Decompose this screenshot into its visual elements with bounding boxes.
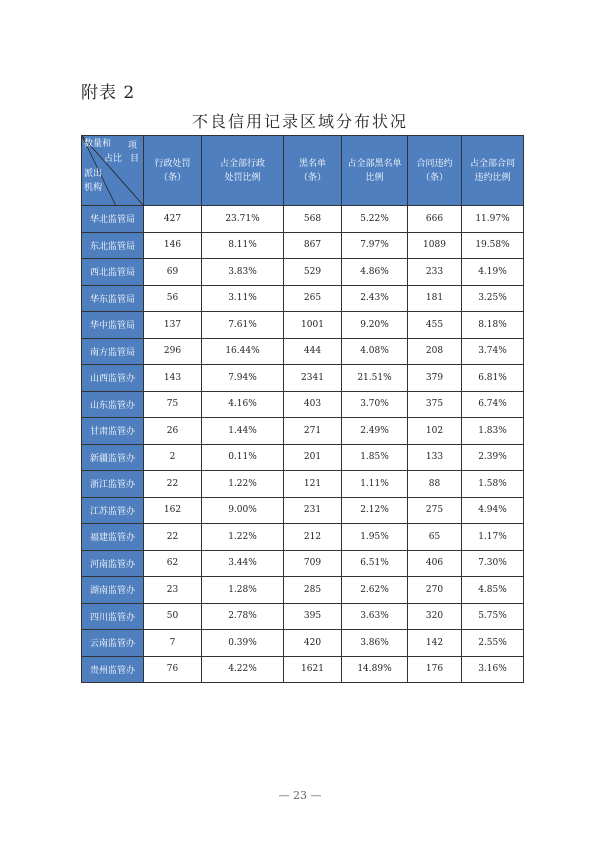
value-cell: 529 (284, 259, 342, 286)
table-row (82, 577, 524, 604)
value-cell: 271 (284, 418, 342, 445)
value-cell: 69 (144, 259, 202, 286)
value-cell: 1.17% (462, 524, 524, 551)
value-cell: 406 (408, 550, 462, 577)
value-cell: 1.58% (462, 471, 524, 498)
value-cell: 296 (144, 338, 202, 365)
table-row (82, 285, 524, 312)
table-row (82, 497, 524, 524)
value-cell: 4.08% (342, 338, 408, 365)
value-cell: 1001 (284, 312, 342, 339)
value-cell: 76 (144, 656, 202, 683)
value-cell: 2341 (284, 365, 342, 392)
value-cell: 3.16% (462, 656, 524, 683)
corner-bottom-label: 派出 (84, 169, 103, 179)
value-cell: 62 (144, 550, 202, 577)
table-row (82, 232, 524, 259)
appendix-label: 附表 2 (81, 83, 136, 103)
value-cell: 208 (408, 338, 462, 365)
institution-cell: 福建监管办 (82, 524, 144, 551)
corner-bottom-label-2: 机构 (84, 183, 103, 193)
institution-cell: 东北监管局 (82, 232, 144, 259)
value-cell: 1.28% (202, 577, 284, 604)
value-cell: 1.22% (202, 524, 284, 551)
value-cell: 285 (284, 577, 342, 604)
value-cell: 26 (144, 418, 202, 445)
table-row (82, 391, 524, 418)
header-contract-breach-ratio: 占全部合同 违约比例 (462, 136, 524, 206)
value-cell: 201 (284, 444, 342, 471)
table-row (82, 365, 524, 392)
value-cell: 265 (284, 285, 342, 312)
value-cell: 9.00% (202, 497, 284, 524)
table-row (82, 206, 524, 233)
value-cell: 1.95% (342, 524, 408, 551)
value-cell: 395 (284, 603, 342, 630)
value-cell: 23 (144, 577, 202, 604)
value-cell: 270 (408, 577, 462, 604)
value-cell: 88 (408, 471, 462, 498)
value-cell: 181 (408, 285, 462, 312)
value-cell: 568 (284, 206, 342, 233)
table-row (82, 550, 524, 577)
institution-cell: 甘肃监管办 (82, 418, 144, 445)
value-cell: 3.70% (342, 391, 408, 418)
value-cell: 102 (408, 418, 462, 445)
value-cell: 2.39% (462, 444, 524, 471)
value-cell: 4.19% (462, 259, 524, 286)
corner-top-label: 数量和 (84, 139, 112, 149)
header-blacklist-ratio: 占全部黑名单 比例 (342, 136, 408, 206)
value-cell: 379 (408, 365, 462, 392)
value-cell: 3.86% (342, 630, 408, 657)
credit-record-table (81, 135, 524, 683)
value-cell: 11.97% (462, 206, 524, 233)
value-cell: 2.55% (462, 630, 524, 657)
value-cell: 16.44% (202, 338, 284, 365)
table-row (82, 524, 524, 551)
value-cell: 3.11% (202, 285, 284, 312)
value-cell: 7.30% (462, 550, 524, 577)
institution-cell: 山东监管办 (82, 391, 144, 418)
value-cell: 19.58% (462, 232, 524, 259)
value-cell: 9.20% (342, 312, 408, 339)
table-row (82, 630, 524, 657)
value-cell: 2.62% (342, 577, 408, 604)
value-cell: 2.49% (342, 418, 408, 445)
institution-cell: 四川监管办 (82, 603, 144, 630)
header-row (82, 136, 524, 206)
table-row (82, 259, 524, 286)
value-cell: 7.94% (202, 365, 284, 392)
header-admin-penalty: 行政处罚 （条） (144, 136, 202, 206)
value-cell: 176 (408, 656, 462, 683)
value-cell: 6.74% (462, 391, 524, 418)
value-cell: 212 (284, 524, 342, 551)
table-row (82, 471, 524, 498)
value-cell: 75 (144, 391, 202, 418)
institution-cell: 华中监管局 (82, 312, 144, 339)
value-cell: 1.83% (462, 418, 524, 445)
value-cell: 121 (284, 471, 342, 498)
value-cell: 427 (144, 206, 202, 233)
value-cell: 137 (144, 312, 202, 339)
value-cell: 1.22% (202, 471, 284, 498)
institution-cell: 华北监管局 (82, 206, 144, 233)
value-cell: 867 (284, 232, 342, 259)
value-cell: 0.11% (202, 444, 284, 471)
value-cell: 8.11% (202, 232, 284, 259)
value-cell: 231 (284, 497, 342, 524)
value-cell: 2 (144, 444, 202, 471)
institution-cell: 南方监管局 (82, 338, 144, 365)
value-cell: 275 (408, 497, 462, 524)
value-cell: 146 (144, 232, 202, 259)
table-row (82, 418, 524, 445)
value-cell: 420 (284, 630, 342, 657)
value-cell: 1621 (284, 656, 342, 683)
table-row (82, 444, 524, 471)
value-cell: 5.22% (342, 206, 408, 233)
value-cell: 50 (144, 603, 202, 630)
value-cell: 320 (408, 603, 462, 630)
value-cell: 444 (284, 338, 342, 365)
value-cell: 21.51% (342, 365, 408, 392)
corner-top-right-label: 项 (127, 141, 137, 151)
institution-cell: 贵州监管办 (82, 656, 144, 683)
value-cell: 142 (408, 630, 462, 657)
value-cell: 1.11% (342, 471, 408, 498)
value-cell: 22 (144, 471, 202, 498)
institution-cell: 云南监管办 (82, 630, 144, 657)
value-cell: 2.78% (202, 603, 284, 630)
value-cell: 8.18% (462, 312, 524, 339)
value-cell: 4.22% (202, 656, 284, 683)
institution-cell: 山西监管办 (82, 365, 144, 392)
institution-cell: 河南监管办 (82, 550, 144, 577)
corner-middle-right-label: 目 (129, 154, 139, 164)
value-cell: 455 (408, 312, 462, 339)
table-row (82, 338, 524, 365)
corner-middle-label: 占比 (104, 154, 123, 164)
value-cell: 233 (408, 259, 462, 286)
value-cell: 666 (408, 206, 462, 233)
value-cell: 375 (408, 391, 462, 418)
value-cell: 162 (144, 497, 202, 524)
value-cell: 133 (408, 444, 462, 471)
value-cell: 3.25% (462, 285, 524, 312)
value-cell: 7 (144, 630, 202, 657)
value-cell: 403 (284, 391, 342, 418)
value-cell: 23.71% (202, 206, 284, 233)
table-row (82, 656, 524, 683)
value-cell: 1.44% (202, 418, 284, 445)
value-cell: 3.63% (342, 603, 408, 630)
value-cell: 7.97% (342, 232, 408, 259)
institution-cell: 华东监管局 (82, 285, 144, 312)
table-title: 不良信用记录区域分布状况 (191, 112, 408, 131)
table-body (82, 206, 524, 683)
value-cell: 22 (144, 524, 202, 551)
value-cell: 3.44% (202, 550, 284, 577)
value-cell: 7.61% (202, 312, 284, 339)
corner-header-cell (82, 136, 144, 206)
value-cell: 4.94% (462, 497, 524, 524)
value-cell: 4.86% (342, 259, 408, 286)
value-cell: 6.81% (462, 365, 524, 392)
institution-cell: 浙江监管办 (82, 471, 144, 498)
table-row (82, 312, 524, 339)
value-cell: 14.89% (342, 656, 408, 683)
value-cell: 1089 (408, 232, 462, 259)
institution-cell: 西北监管局 (82, 259, 144, 286)
value-cell: 3.83% (202, 259, 284, 286)
value-cell: 5.75% (462, 603, 524, 630)
value-cell: 65 (408, 524, 462, 551)
header-contract-breach: 合同违约 （条） (408, 136, 462, 206)
header-admin-penalty-ratio: 占全部行政 处罚比例 (202, 136, 284, 206)
page-number: — 23 — (278, 789, 322, 802)
table-row (82, 603, 524, 630)
value-cell: 4.16% (202, 391, 284, 418)
institution-cell: 江苏监管办 (82, 497, 144, 524)
value-cell: 2.12% (342, 497, 408, 524)
value-cell: 4.85% (462, 577, 524, 604)
value-cell: 1.85% (342, 444, 408, 471)
value-cell: 56 (144, 285, 202, 312)
institution-cell: 新疆监管办 (82, 444, 144, 471)
value-cell: 709 (284, 550, 342, 577)
header-blacklist: 黑名单 （条） (284, 136, 342, 206)
value-cell: 6.51% (342, 550, 408, 577)
value-cell: 3.74% (462, 338, 524, 365)
value-cell: 2.43% (342, 285, 408, 312)
institution-cell: 湖南监管办 (82, 577, 144, 604)
value-cell: 143 (144, 365, 202, 392)
value-cell: 0.39% (202, 630, 284, 657)
